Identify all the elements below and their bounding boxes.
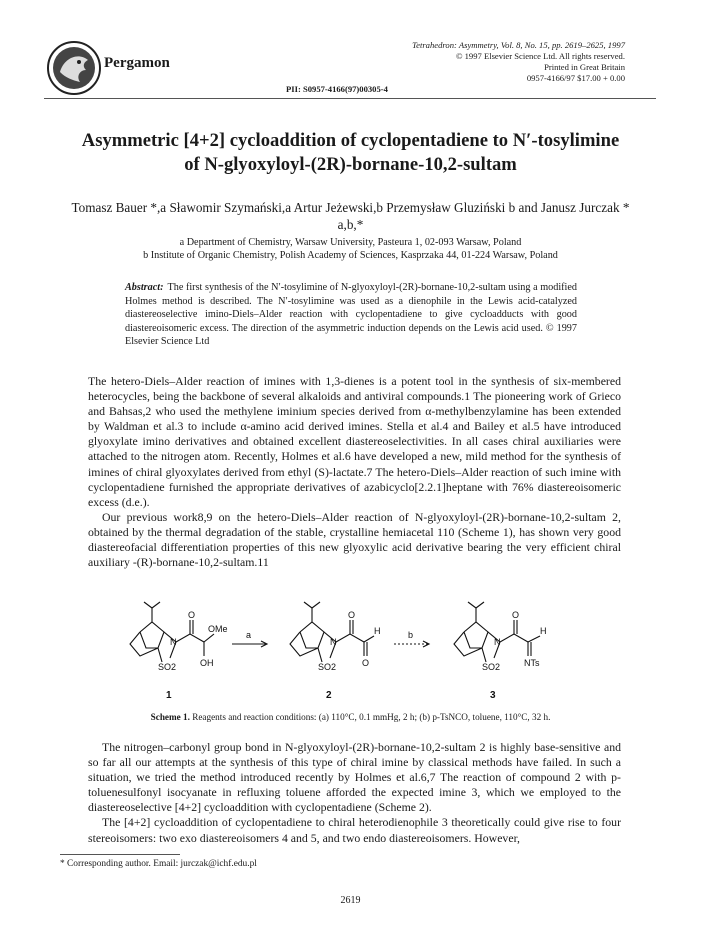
abstract-label: Abstract: xyxy=(125,282,164,293)
body-section-2 xyxy=(88,740,621,846)
abstract-text: The first synthesis of the N′-tosylimine of N-glyoxyloyl-(2R)-bornane-10,2-sultam using a modified Holmes method is described. The N′-tosylimine was used as a dienophile in the Lewis acid-catalyzed diastereoselective imino-Diels–Alder reaction with cyclopentadiene to give cycloadducts with good diastereoisomeric excess. The direction of the asymmetric induction depends on the Lewis acid used. © 1997 Elsevier Science Ltd xyxy=(125,282,577,348)
label-o-2a: O xyxy=(348,610,356,620)
publisher-name: Pergamon xyxy=(104,55,170,71)
compound-2-structure xyxy=(290,602,374,662)
label-n-2: N xyxy=(330,637,337,647)
paragraph-intro: The hetero-Diels–Alder reaction of imines with 1,3-dienes is a potent tool in the synthesis of six-membered heterocycles, being the backbone of several alkaloids and antiviral compounds.1 The pioneering work of Grieco and Bahsas,2 who used the methylene iminium species derived from α-methylbenzylamine has been extended by Waldman et al.3 to include α-amino acid derived imines. Stella et al.4 and Bailey et al.5 have introduced glyoxylate imino derivatives and obtained excellent diastereoselectivities. In all cases chiral auxiliaries were attached to the nitrogen atom. Recently, Holmes et al.6 have developed a new, mild method for the synthesis of imines of chiral glyoxylates derived from ethyl (S)-lactate.7 The hetero-Diels–Alder reaction of such imine with cyclopentadiene furnished the appropriate derivatives of azabicyclo[2.2.1]heptane with 76% diastereoisomeric excess (d.e.). xyxy=(88,374,621,509)
scheme-caption-text: Reagents and reaction conditions: (a) 110°C, 0.1 mmHg, 2 h; (b) p-TsNCO, toluene, 110°C, 32 h. xyxy=(192,712,551,722)
title-line-2: of N-glyoxyloyl-(2R)-bornane-10,2-sultam xyxy=(184,154,517,175)
label-so2-1: SO2 xyxy=(158,662,177,672)
label-so2-2: SO2 xyxy=(318,662,337,672)
compound-3-structure xyxy=(454,602,540,662)
body-section-1 xyxy=(88,374,621,570)
label-n-1: N xyxy=(170,637,177,647)
label-h-3: H xyxy=(540,626,547,636)
label-nts: NTs xyxy=(524,658,540,668)
affiliation-b: b Institute of Organic Chemistry, Polish Academy of Sciences, Kasprzaka 44, 01-224 Warsaw, Poland xyxy=(143,250,558,261)
scheme-1-diagram xyxy=(110,600,580,710)
compound-number-1: 1 xyxy=(166,690,172,701)
scheme-caption-label: Scheme 1. xyxy=(150,712,190,722)
compound-number-3: 3 xyxy=(490,690,496,701)
price-line: 0957-4166/97 $17.00 + 0.00 xyxy=(526,73,625,83)
label-h-2: H xyxy=(374,626,381,636)
scheme-1-caption xyxy=(40,712,661,722)
compound-number-2: 2 xyxy=(326,690,332,701)
compound-1-structure xyxy=(130,602,214,662)
abstract xyxy=(125,281,577,349)
copyright-line: © 1997 Elsevier Science Ltd. All rights reserved. xyxy=(455,51,625,61)
label-step-a: a xyxy=(246,630,252,640)
author-list: Tomasz Bauer *,a Sławomir Szymański,a Artur Jeżewski,b Przemysław Gluziński b and Janusz Jurczak * a,b,* xyxy=(71,200,630,232)
footnote-rule xyxy=(60,854,180,855)
label-oh: OH xyxy=(200,658,214,668)
label-step-b: b xyxy=(408,630,414,640)
title-line-1: Asymmetric [4+2] cycloaddition of cyclopentadiene to N′-tosylimine xyxy=(81,130,620,151)
affiliation-a: a Department of Chemistry, Warsaw University, Pasteura 1, 02-093 Warsaw, Poland xyxy=(179,237,522,248)
printed-line: Printed in Great Britain xyxy=(544,62,625,72)
page-number: 2619 xyxy=(340,895,361,906)
pergamon-logo xyxy=(46,40,102,96)
paragraph-previous-work: Our previous work8,9 on the hetero-Diels–Alder reaction of N-glyoxyloyl-(2R)-bornane-10,2-sultam 2, obtained by the thermal degradation of the stable, crystalline hemiacetal 110 (Scheme 1), has shown very good diastereofacial differentiation properties of this new glyoxylic acid derivative bearing the very efficient chiral auxiliary -(R)-bornane-10,2-sultam.11 xyxy=(88,509,621,570)
label-o-2b: O xyxy=(362,658,370,668)
label-ome: OMe xyxy=(208,624,228,634)
label-o-1: O xyxy=(188,610,196,620)
paper-title xyxy=(40,129,661,177)
pii-code: PII: S0957-4166(97)00305-4 xyxy=(286,84,388,94)
corresponding-author-footnote: * Corresponding author. Email: jurczak@ichf.edu.pl xyxy=(60,859,257,869)
label-so2-3: SO2 xyxy=(482,662,501,672)
label-n-3: N xyxy=(494,637,501,647)
paragraph-cycloaddition: The [4+2] cycloaddition of cyclopentadiene to chiral heterodienophile 3 theoretically could give rise to four stereoisomers: two exo diastereoisomers 4 and 5, and two endo diastereoisomers. However, xyxy=(88,815,621,845)
label-o-3: O xyxy=(512,610,520,620)
header-rule xyxy=(44,98,656,99)
paragraph-bond-sensitivity: The nitrogen–carbonyl group bond in N-glyoxyloyl-(2R)-bornane-10,2-sultam 2 is highly base-sensitive and so far all our attempts at the synthesis of this type of chiral imine by classical methods have failed. In such a situation, we tried the method introduced recently by Holmes et al.6,7 The reaction of compound 2 with p-toluenesulfonyl isocyanate in refluxing toluene afforded the expected imine 3, which we employed to the diastereoselective [4+2] cycloaddition with cyclopentadiene (Scheme 2). xyxy=(88,740,621,815)
journal-line: Tetrahedron: Asymmetry, Vol. 8, No. 15, pp. 2619–2625, 1997 xyxy=(412,40,625,50)
journal-meta xyxy=(412,40,625,84)
